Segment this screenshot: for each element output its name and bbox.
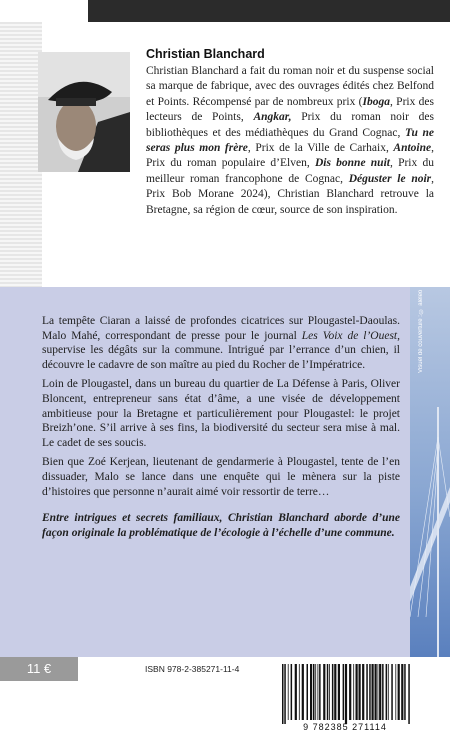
bio-run: , Prix du meilleur roman francophone de Cognac, bbox=[146, 157, 434, 185]
barcode-bar bbox=[329, 664, 330, 720]
barcode-bar bbox=[295, 664, 297, 720]
bio-run: Angkar, bbox=[253, 111, 292, 124]
barcode-bar bbox=[313, 664, 315, 720]
cover-credit: Visuel de couverture : © aleleo bbox=[418, 290, 424, 374]
bio-run: , Prix du roman populaire d’Elven, bbox=[146, 142, 434, 170]
barcode-bar bbox=[401, 664, 403, 720]
bio-run: Tu ne seras plus mon frère bbox=[146, 126, 434, 155]
barcode bbox=[270, 660, 420, 730]
synopsis-run: La tempête Ciaran a laissé de profondes cicatrices sur Plougastel-Daoulas. Malo Mahé, correspondant de presse pour le journal bbox=[42, 315, 400, 342]
author-portrait-image bbox=[38, 52, 130, 172]
synopsis-paragraph bbox=[42, 314, 400, 372]
barcode-bar bbox=[302, 664, 304, 720]
synopsis-run: Les Voix de l’Ouest bbox=[301, 329, 398, 342]
barcode-bar bbox=[379, 664, 381, 720]
barcode-bar bbox=[356, 664, 358, 720]
barcode-bar bbox=[378, 664, 379, 720]
barcode-bar bbox=[323, 664, 325, 720]
synopsis bbox=[42, 314, 400, 545]
bio-run: Déguster le noir bbox=[348, 172, 432, 185]
barcode-digits: 9 782385 271114 bbox=[303, 722, 387, 732]
barcode-bar bbox=[284, 664, 286, 724]
barcode-bar bbox=[343, 664, 345, 720]
bio-run: , Prix de la Ville de Carhaix, bbox=[247, 142, 394, 155]
barcode-bar bbox=[318, 664, 319, 720]
barcode-bar bbox=[349, 664, 351, 720]
barcode-bar bbox=[353, 664, 354, 720]
barcode-bar bbox=[372, 664, 374, 720]
bio-run: Antoine bbox=[393, 142, 432, 155]
bio-run: Prix du roman noir des bibliothèques et des médiathèques du Grand Cognac, bbox=[146, 111, 435, 139]
barcode-bar bbox=[282, 664, 284, 724]
top-bar-gap bbox=[0, 0, 88, 22]
barcode-bar bbox=[408, 664, 410, 724]
top-bar bbox=[0, 0, 450, 22]
bio-run: Iboga bbox=[362, 95, 390, 108]
barcode-bar bbox=[398, 664, 400, 720]
barcode-bar bbox=[332, 664, 334, 720]
bio-run: , Prix des lecteurs de Points, bbox=[146, 95, 435, 124]
barcode-bar bbox=[369, 664, 371, 720]
bio-run: Dis bonne nuit bbox=[314, 157, 390, 170]
tagline: Entre intrigues et secrets familiaux, Christian Blanchard aborde d’une façon originale la problématique de l’écologie à l’échelle d’une commune. bbox=[42, 512, 400, 539]
barcode-bar bbox=[288, 664, 289, 720]
barcode-bar bbox=[382, 664, 384, 720]
barcode-bar bbox=[338, 664, 340, 720]
barcode-bar bbox=[345, 664, 347, 724]
synopsis-paragraph bbox=[42, 377, 400, 450]
bio-run: , Prix Bob Morane 2024), Christian Blanchard retrouve la Bretagne, sa région de cœur, source de son inspiration. bbox=[146, 172, 435, 216]
barcode-bar bbox=[291, 664, 293, 720]
synopsis-run: Loin de Plougastel, dans un bureau du quartier de La Défense à Paris, Oliver Bloncent, entrepreneur sans état d’âme, a une visée de développement ambitieuse pour la Bretagne et particulièrement pour Plougastel: le projet Breizh’one. S’il arrive à ses fins, la biodiversité du secteur sera mise à mal. Le cadet de ses soucis. bbox=[42, 378, 400, 449]
barcode-bar bbox=[334, 664, 336, 720]
barcode-bar bbox=[375, 664, 377, 720]
barcode-bar bbox=[388, 664, 389, 720]
barcode-bar bbox=[366, 664, 368, 720]
barcode-bar bbox=[307, 664, 309, 720]
barcode-bar bbox=[299, 664, 300, 720]
barcode-bar bbox=[395, 664, 396, 720]
barcode-bar bbox=[362, 664, 364, 720]
synopsis-paragraph bbox=[42, 455, 400, 499]
barcode-bar bbox=[386, 664, 388, 720]
barcode-bar bbox=[391, 664, 393, 720]
barcode-bar bbox=[319, 664, 321, 720]
bio-run: Christian Blanchard a fait du roman noir et du suspense social sa marque de fabrique, avec des ouvrages édités chez Belfond et Points. Récompensé par de nombreux prix ( bbox=[146, 65, 434, 108]
price-tag: 11 € bbox=[0, 657, 78, 681]
synopsis-run: Bien que Zoé Kerjean, lieutenant de gendarmerie à Plougastel, tente de l’en dissuader, Malo se lance dans une enquête qui le mènera sur la piste d’histoires que personne n’aurait aimé voir ressortir de terre… bbox=[42, 456, 400, 498]
barcode-bar bbox=[359, 664, 361, 720]
barcode-bar bbox=[315, 664, 316, 720]
author-name: Christian Blanchard bbox=[146, 47, 265, 61]
left-texture-strip bbox=[0, 22, 42, 287]
author-bio bbox=[146, 64, 434, 218]
synopsis-run: , supervise les dégâts sur la commune. Intrigué par l’errance d’un chien, il découvre le cadavre de son maître au pied du Rocher de l’Impératrice. bbox=[42, 329, 401, 371]
isbn-number: ISBN 978-2-385271-11-4 bbox=[145, 664, 240, 674]
barcode-bar bbox=[404, 664, 406, 720]
barcode-bar bbox=[327, 664, 329, 720]
author-photo bbox=[38, 52, 130, 172]
barcode-bar bbox=[310, 664, 312, 720]
